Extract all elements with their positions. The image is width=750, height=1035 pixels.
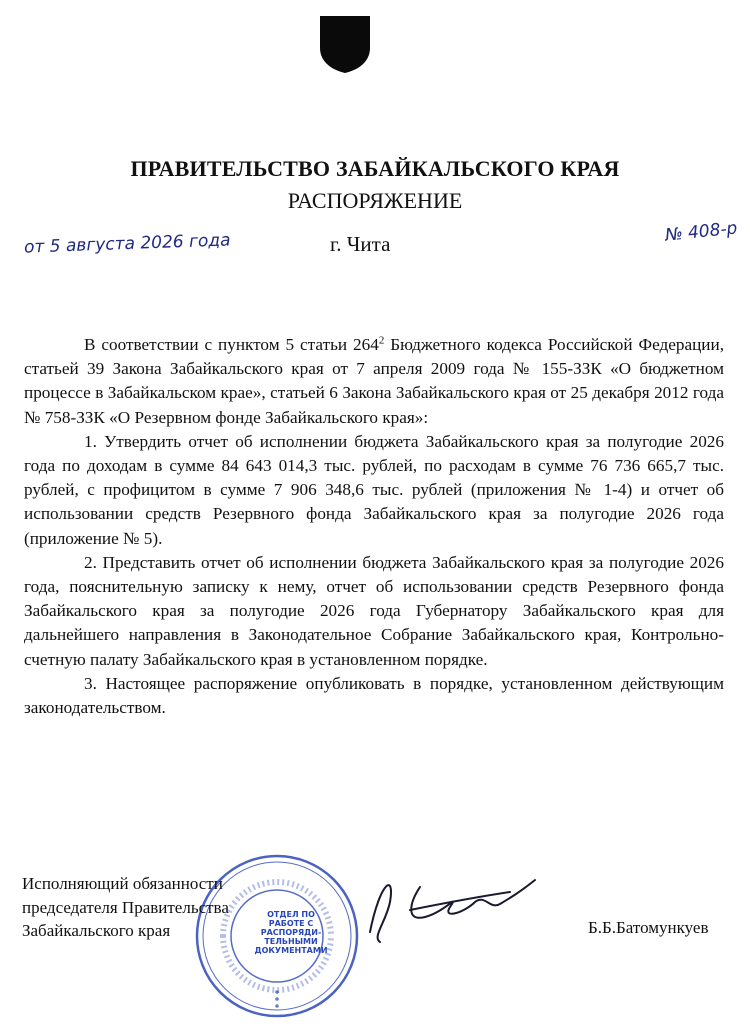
handwritten-signature-icon bbox=[350, 862, 550, 952]
document-type: РАСПОРЯЖЕНИЕ bbox=[287, 188, 463, 213]
coat-of-arms-icon bbox=[318, 14, 372, 74]
stamp-center-text: ОТДЕЛ ПО РАБОТЕ С РАСПОРЯДИ-ТЕЛЬНЫМИ ДОКУМЕНТАМИ bbox=[254, 910, 328, 955]
organization-title: ПРАВИТЕЛЬСТВО ЗАБАЙКАЛЬСКОГО КРАЯ bbox=[130, 156, 620, 181]
item-3: 3. Настоящее распоряжение опубликовать в порядке, установленном действующим законодательством. bbox=[24, 673, 724, 718]
item-1: 1. Утвердить отчет об исполнении бюджета Забайкальского края за полугодие 2026 года по доходам в сумме 84 643 014,3 тыс. рублей, по расходам в сумме 76 736 665,7 тыс. рублей, с профицитом в сумме 7 906 348,6 тыс. рублей (приложения № 1-4) и отчет об использовании средств Резервного фонда Забайкальского края за полугодие 2026 года (приложение № 5). bbox=[24, 431, 724, 548]
signatory-position: Исполняющий обязанности председателя Правительства Забайкальского края bbox=[22, 874, 229, 940]
handwritten-date: от 5 августа 2026 года bbox=[23, 230, 231, 258]
item-2: 2. Представить отчет об исполнении бюджета Забайкальского края за полугодие 2026 года, пояснительную записку к нему, отчет об использовании средств Резервного фонда Забайкальского края за полугодие 2026 года Губернатору Забайкальского края для дальнейшего направления в Законодательное Собрание Забайкальского края, Контрольно-счетную палату Забайкальского края в установленном порядке. bbox=[24, 552, 724, 669]
preamble: В соответствии с пунктом 5 статьи $264^2$ Бюджетного кодекса Российской Федерации, статьей 39 Закона Забайкальского края от 7 апреля 2009 года № 155-ЗЗК «О бюджетном процессе в Забайкальском крае», статьей 6 Закона Забайкальского края от 25 декабря 2012 года № 758-ЗЗК «О Резервном фонде Забайкальского края»: bbox=[24, 334, 724, 427]
signatory-name: Б.Б.Батомункуев bbox=[588, 918, 709, 937]
handwritten-number: № 408-р bbox=[664, 218, 739, 246]
document-body bbox=[24, 333, 724, 720]
city: г. Чита bbox=[330, 232, 391, 256]
